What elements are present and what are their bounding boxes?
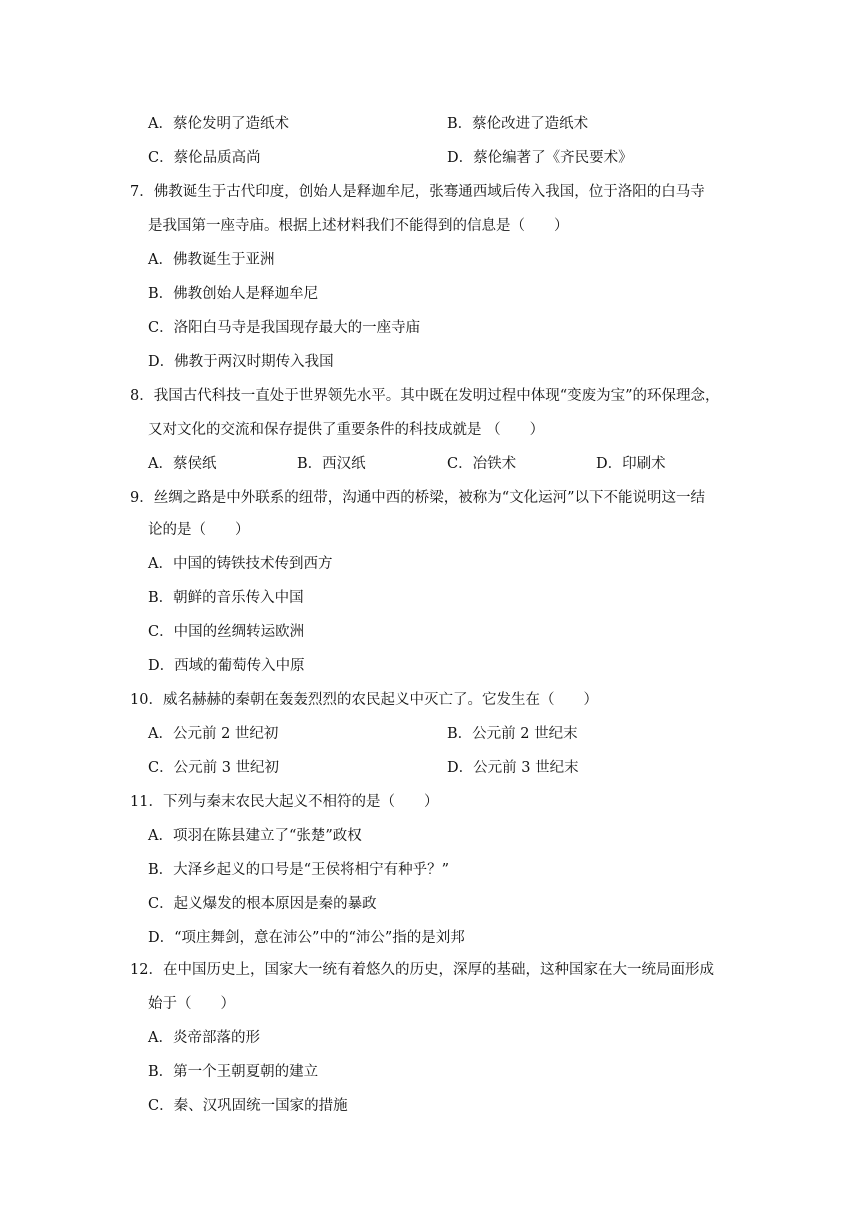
q8-option-d: D．印刷术 — [596, 456, 666, 472]
q11-option-c: C．起义爆发的根本原因是秦的暴政 — [148, 896, 377, 912]
q8-stem-line1: 8．我国古代科技一直处于世界领先水平。其中既在发明过程中体现“变废为宝”的环保理念， — [130, 388, 720, 404]
q9-option-a: A．中国的铸铁技术传到西方 — [148, 556, 333, 572]
q8-option-b: B．西汉纸 — [297, 456, 366, 472]
q12-stem-line2: 始于（ ） — [148, 996, 235, 1012]
q8-option-a: A．蔡侯纸 — [148, 456, 217, 472]
q8-option-c: C．冶铁术 — [447, 456, 517, 472]
q9-stem-line1: 9．丝绸之路是中外联系的纽带，沟通中西的桥梁，被称为“文化运河”以下不能说明这一结 — [130, 490, 706, 506]
q6-option-c: C．蔡伦品质高尚 — [148, 150, 261, 166]
q9-stem-line2: 论的是（ ） — [148, 522, 250, 538]
q6-option-d: D．蔡伦编著了《齐民要术》 — [447, 150, 633, 166]
q11-option-a: A．项羽在陈县建立了“张楚”政权 — [148, 828, 362, 844]
q11-option-b: B．大泽乡起义的口号是“王侯将相宁有种乎？” — [148, 862, 449, 878]
q7-option-d: D．佛教于两汉时期传入我国 — [148, 354, 334, 370]
q7-stem-line2: 是我国第一座寺庙。根据上述材料我们不能得到的信息是（ ） — [148, 218, 569, 234]
q6-option-b: B．蔡伦改进了造纸术 — [447, 116, 589, 132]
q11-stem-line1: 11．下列与秦末农民大起义不相符的是（ ） — [130, 794, 439, 810]
q7-option-a: A．佛教诞生于亚洲 — [148, 252, 275, 268]
q7-option-c: C．洛阳白马寺是我国现存最大的一座寺庙 — [148, 320, 421, 336]
q12-option-c: C．秦、汉巩固统一国家的措施 — [148, 1098, 348, 1114]
q12-option-a: A．炎帝部落的形 — [148, 1030, 260, 1046]
q9-option-d: D．西域的葡萄传入中原 — [148, 658, 305, 674]
q7-stem-line1: 7．佛教诞生于古代印度，创始人是释迦牟尼，张骞通西域后传入我国，位于洛阳的白马寺 — [130, 184, 705, 200]
q7-option-b: B．佛教创始人是释迦牟尼 — [148, 286, 319, 302]
q8-stem-line2: 又对文化的交流和保存提供了重要条件的科技成就是 （ ） — [148, 422, 545, 438]
q10-option-d: D．公元前 3 世纪末 — [447, 760, 579, 776]
q9-option-b: B．朝鲜的音乐传入中国 — [148, 590, 304, 606]
q10-option-b: B．公元前 2 世纪末 — [447, 726, 578, 742]
q9-option-c: C．中国的丝绸转运欧洲 — [148, 624, 305, 640]
q12-option-b: B．第一个王朝夏朝的建立 — [148, 1064, 319, 1080]
q10-option-a: A．公元前 2 世纪初 — [148, 726, 279, 742]
q10-option-c: C．公元前 3 世纪初 — [148, 760, 280, 776]
q10-stem-line1: 10．威名赫赫的秦朝在轰轰烈烈的农民起义中灭亡了。它发生在（ ） — [130, 692, 598, 708]
q11-option-d: D．“项庄舞剑，意在沛公”中的“沛公”指的是刘邦 — [148, 930, 465, 946]
q6-option-a: A．蔡伦发明了造纸术 — [148, 116, 289, 132]
q12-stem-line1: 12．在中国历史上，国家大一统有着悠久的历史，深厚的基础，这种国家在大一统局面形成 — [130, 962, 714, 978]
